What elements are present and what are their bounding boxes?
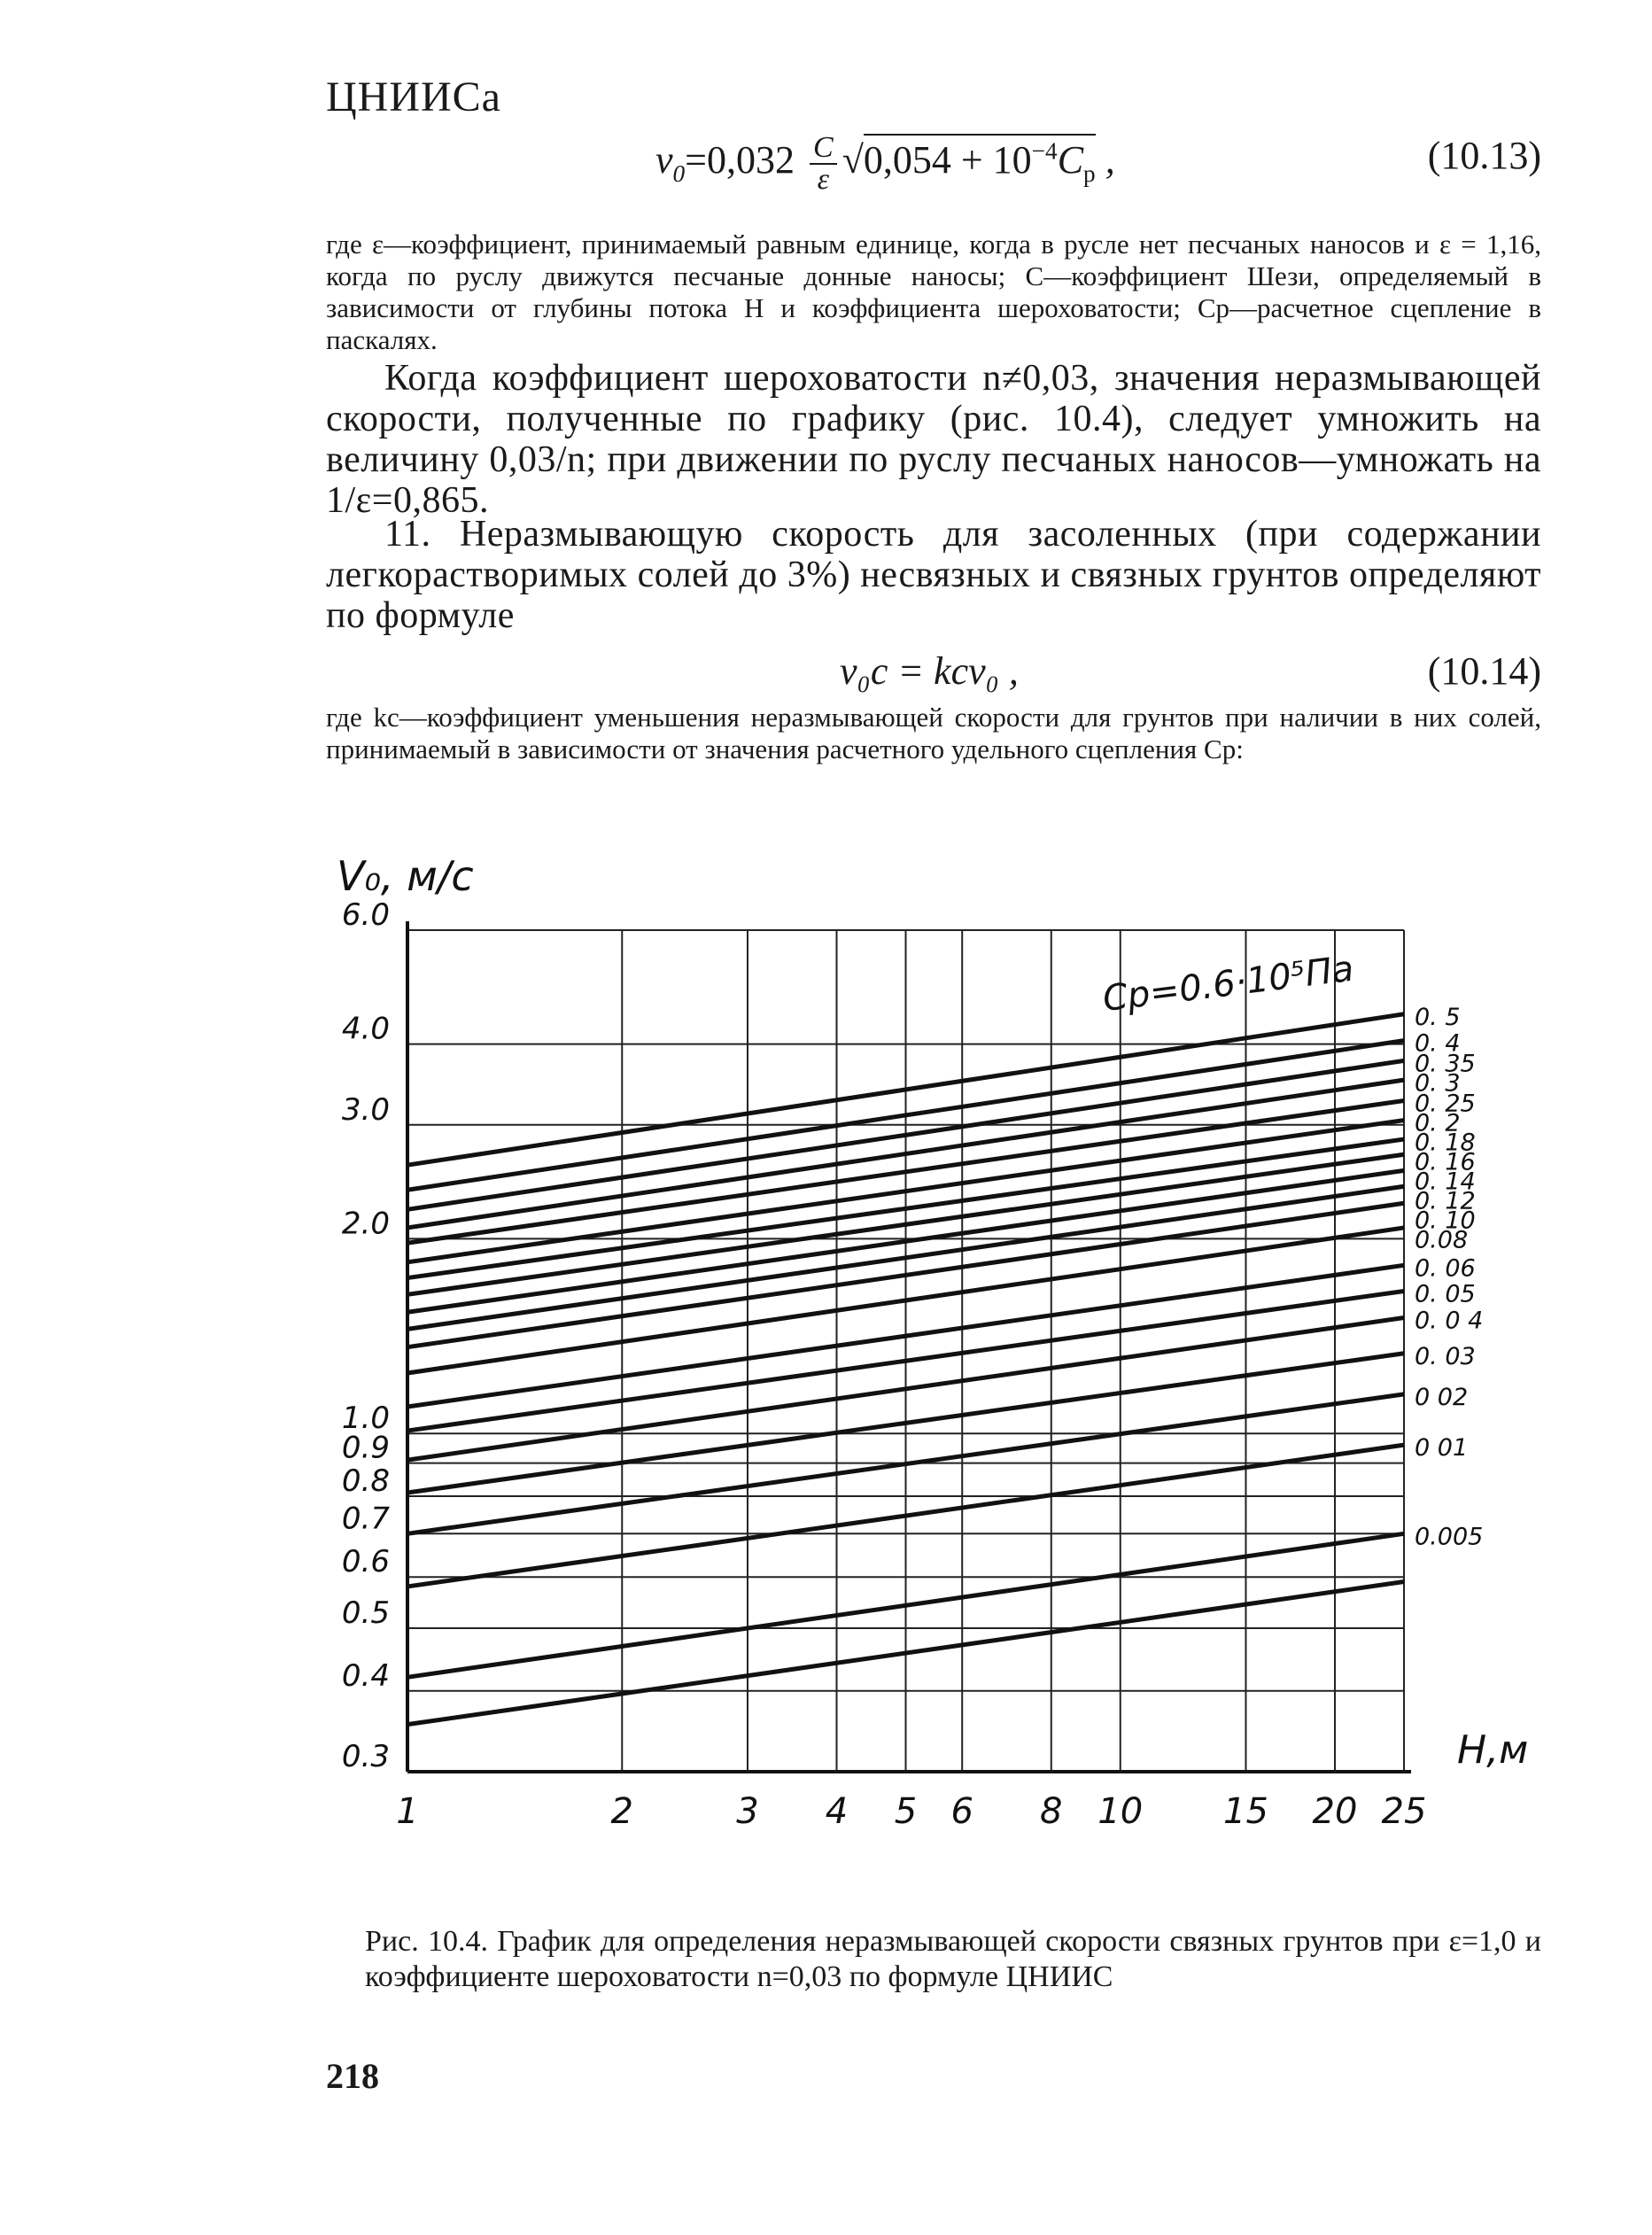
- y-tick-label: 0.5: [341, 1595, 390, 1632]
- series-label: 0.08: [1415, 1226, 1469, 1254]
- page-number: 218: [326, 2056, 379, 2096]
- eq-radicand-exp: −4: [1031, 137, 1058, 165]
- y-tick-label: 4.0: [341, 1011, 390, 1047]
- eq-frac-num: C: [810, 133, 837, 165]
- equation-number: (10.13): [1427, 134, 1541, 177]
- x-tick-label: 5: [894, 1791, 918, 1832]
- x-tick-label: 3: [736, 1791, 759, 1832]
- paragraph-saline-soils: 11. Неразмывающую скорость для засоленных (при содержании легкорастворимых солей до 3%) несвязных и связных грунтов определяют по формуле: [326, 514, 1541, 636]
- eq-radicand-sub: p: [1083, 159, 1096, 187]
- y-tick-label: 0.9: [341, 1430, 390, 1466]
- y-tick-label: 3.0: [341, 1091, 390, 1128]
- eq-radicand: [864, 134, 1096, 188]
- series-label: 0. 16: [1415, 1148, 1476, 1176]
- series-label: 0.005: [1415, 1523, 1484, 1551]
- eq-root-sign: √: [842, 138, 864, 182]
- chart-annotation: Cр=0.6·10⁵Па: [1100, 948, 1356, 1020]
- velocity-chart: [301, 842, 1529, 1851]
- y-tick-label: 0.4: [341, 1657, 390, 1694]
- series-label: 0. 4: [1415, 1029, 1461, 1058]
- figure-caption: Рис. 10.4. График для определения неразмывающей скорости связных грунтов при ε=1,0 и коэффициенте шероховатости n=0,03 по формуле ЦНИИС: [365, 1925, 1541, 1993]
- series-label: 0. 03: [1415, 1342, 1476, 1370]
- eq-coefficient: =0,032: [685, 138, 804, 182]
- paragraph-definitions: где ε—коэффициент, принимаемый равным единице, когда в русле нет песчаных наносов и ε = 1,16, когда по руслу движутся песчаные донные наносы; C—коэффициент Шези, определяемый в зависимости от глубины потока H и коэффициента шероховатости; Cр—расчетное сцепление в паскалях.: [326, 229, 1541, 355]
- eq-lhs: v: [655, 138, 673, 182]
- x-tick-label: 8: [1040, 1791, 1063, 1832]
- equation-body-2: v₀c = kcv₀ ,: [840, 649, 1019, 693]
- paragraph-kc-definition: где kс—коэффициент уменьшения неразмывающей скорости для грунтов при наличии в них солей, принимаемый в зависимости от значения расчетного удельного сцепления Cр:: [326, 702, 1541, 764]
- x-tick-label: 15: [1223, 1791, 1268, 1832]
- y-axis-label: V₀, м/с: [337, 852, 474, 900]
- series-label: 0. 14: [1415, 1168, 1476, 1196]
- x-axis-label: H,м: [1457, 1727, 1529, 1773]
- chart-svg: [301, 842, 1529, 1851]
- series-label: 0. 06: [1415, 1254, 1476, 1283]
- equation-number-2: (10.14): [1427, 649, 1541, 693]
- x-tick-label: 10: [1097, 1791, 1144, 1832]
- y-tick-label: 2.0: [341, 1206, 390, 1242]
- series-label: 0. 3: [1415, 1069, 1461, 1098]
- x-tick-label: 6: [950, 1791, 973, 1832]
- equation-body: [655, 133, 1115, 195]
- y-tick-label: 0.3: [341, 1739, 390, 1774]
- series-label: 0. 2: [1415, 1109, 1461, 1137]
- y-tick-label: 0.7: [341, 1501, 390, 1537]
- series-label: 0. 12: [1415, 1187, 1476, 1215]
- series-label: 0. 18: [1415, 1129, 1476, 1157]
- eq-fraction: [810, 133, 837, 195]
- eq-tail: ,: [1095, 138, 1115, 182]
- series-label: 0. 35: [1415, 1050, 1476, 1078]
- eq-frac-den: ε: [817, 163, 830, 196]
- x-tick-label: 4: [825, 1791, 849, 1832]
- series-label: 0 01: [1415, 1434, 1469, 1463]
- y-tick-label: 0.6: [341, 1544, 390, 1580]
- y-tick-label: 0.8: [341, 1463, 390, 1499]
- eq-radicand-b: C: [1057, 138, 1084, 182]
- x-tick-label: 25: [1381, 1791, 1427, 1832]
- y-tick-label: 1.0: [341, 1401, 390, 1437]
- series-label: 0. 0 4: [1415, 1307, 1484, 1335]
- series-label: 0. 10: [1415, 1207, 1476, 1235]
- x-tick-label: 20: [1312, 1791, 1358, 1832]
- eq-lhs-sub: 0: [672, 159, 686, 187]
- y-tick-label: 6.0: [341, 897, 390, 933]
- x-tick-label: 2: [610, 1791, 633, 1832]
- series-label: 0. 05: [1415, 1280, 1476, 1308]
- series-label: 0. 5: [1415, 1003, 1461, 1031]
- running-header: ЦНИИСа: [326, 74, 501, 120]
- eq-radicand-a: 0,054 + 10: [863, 138, 1032, 182]
- x-tick-label: 1: [396, 1791, 419, 1832]
- series-label: 0. 25: [1415, 1090, 1476, 1118]
- paragraph-roughness: Когда коэффициент шероховатости n≠0,03, значения неразмывающей скорости, полученные по графику (рис. 10.4), следует умножить на величину 0,03/n; при движении по руслу песчаных наносов—умножать на 1/ε=0,865.: [326, 358, 1541, 521]
- series-label: 0 02: [1415, 1383, 1469, 1411]
